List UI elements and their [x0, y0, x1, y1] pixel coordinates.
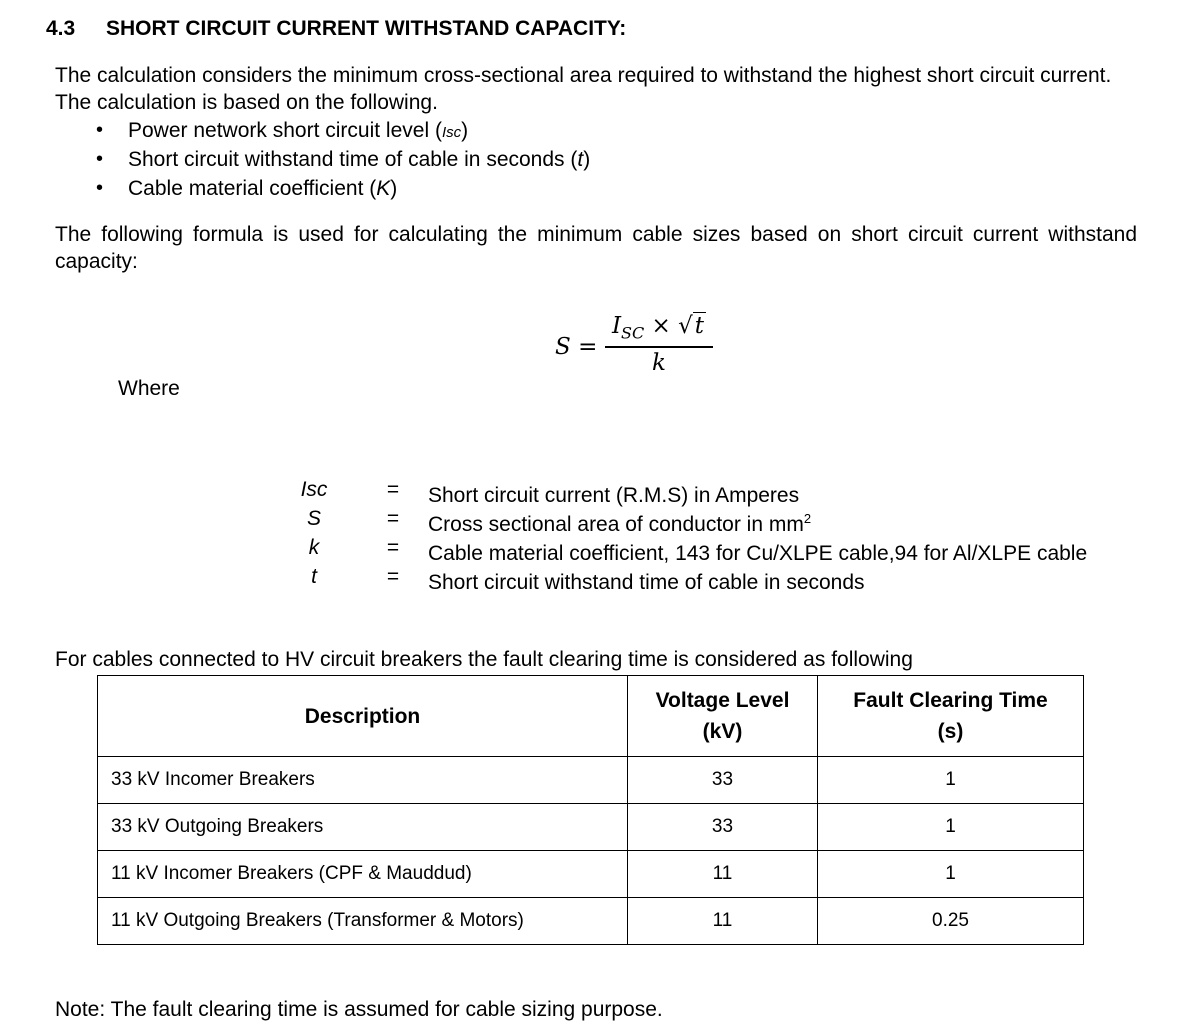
formula-lhs: S =: [555, 334, 598, 360]
cell-time: 0.25: [818, 898, 1084, 945]
formula-numerator: $I_{SC} \times √t$: [611, 313, 705, 343]
cell-description: 11 kV Outgoing Breakers (Transformer & Motors): [98, 898, 628, 945]
variable-definitions: [270, 475, 1088, 594]
list-item: • Cable material coefficient (K): [96, 174, 590, 203]
header-fault-time: Fault Clearing Time (s): [818, 676, 1084, 757]
cell-voltage: 33: [628, 757, 818, 804]
table-row: [98, 898, 1084, 945]
list-item: • Short circuit withstand time of cable in seconds (t): [96, 145, 590, 174]
table-row: [98, 804, 1084, 851]
input-list: [96, 116, 590, 203]
table-header-row: [98, 676, 1084, 757]
cell-voltage: 11: [628, 898, 818, 945]
cell-voltage: 11: [628, 851, 818, 898]
isc-variable: Isc: [441, 124, 462, 141]
section-heading: [46, 17, 626, 41]
fault-clearing-table: [97, 675, 1084, 945]
note-text: Note: The fault clearing time is assumed for cable sizing purpose.: [55, 998, 663, 1021]
table-intro: For cables connected to HV circuit breakers the fault clearing time is considered as following: [55, 648, 913, 671]
table-row: [98, 851, 1084, 898]
formula-fraction: [605, 310, 713, 378]
cell-voltage: 33: [628, 804, 818, 851]
cell-description: 33 kV Outgoing Breakers: [98, 804, 628, 851]
intro-paragraph: The calculation considers the minimum cross-sectional area required to withstand the highest short circuit current. The calculation is based on the following.: [55, 64, 1112, 114]
header-voltage: Voltage Level (kV): [628, 676, 818, 757]
definition-row: t = Short circuit withstand time of cable in seconds: [311, 565, 865, 594]
definition-row: k = Cable material coefficient, 143 for Cu/XLPE cable,94 for Al/XLPE cable: [308, 536, 1088, 565]
definition-row: S = Cross sectional area of conductor in $mm^2$: [306, 507, 812, 536]
definition-row: Isc = Short circuit current (R.M.S) in Amperes: [300, 478, 800, 507]
header-description: Description: [98, 676, 628, 757]
cell-description: 33 kV Incomer Breakers: [98, 757, 628, 804]
formula-denominator: k: [652, 350, 666, 376]
sqrt-sign: √: [678, 313, 693, 339]
cell-description: 11 kV Incomer Breakers (CPF & Mauddud): [98, 851, 628, 898]
section-number: 4.3: [46, 17, 76, 40]
k-variable: K: [376, 177, 391, 200]
cell-time: 1: [818, 804, 1084, 851]
section-title: SHORT CIRCUIT CURRENT WITHSTAND CAPACITY:: [106, 17, 627, 40]
cell-time: 1: [818, 757, 1084, 804]
cell-time: 1: [818, 851, 1084, 898]
list-item: • Power network short circuit level (Isc): [96, 116, 590, 145]
where-label: Where: [118, 377, 180, 400]
t-variable: t: [577, 148, 584, 171]
table-row: [98, 757, 1084, 804]
formula-intro-paragraph: The following formula is used for calculating the minimum cable sizes based on short circuit current withstand capacity:: [55, 223, 1137, 273]
